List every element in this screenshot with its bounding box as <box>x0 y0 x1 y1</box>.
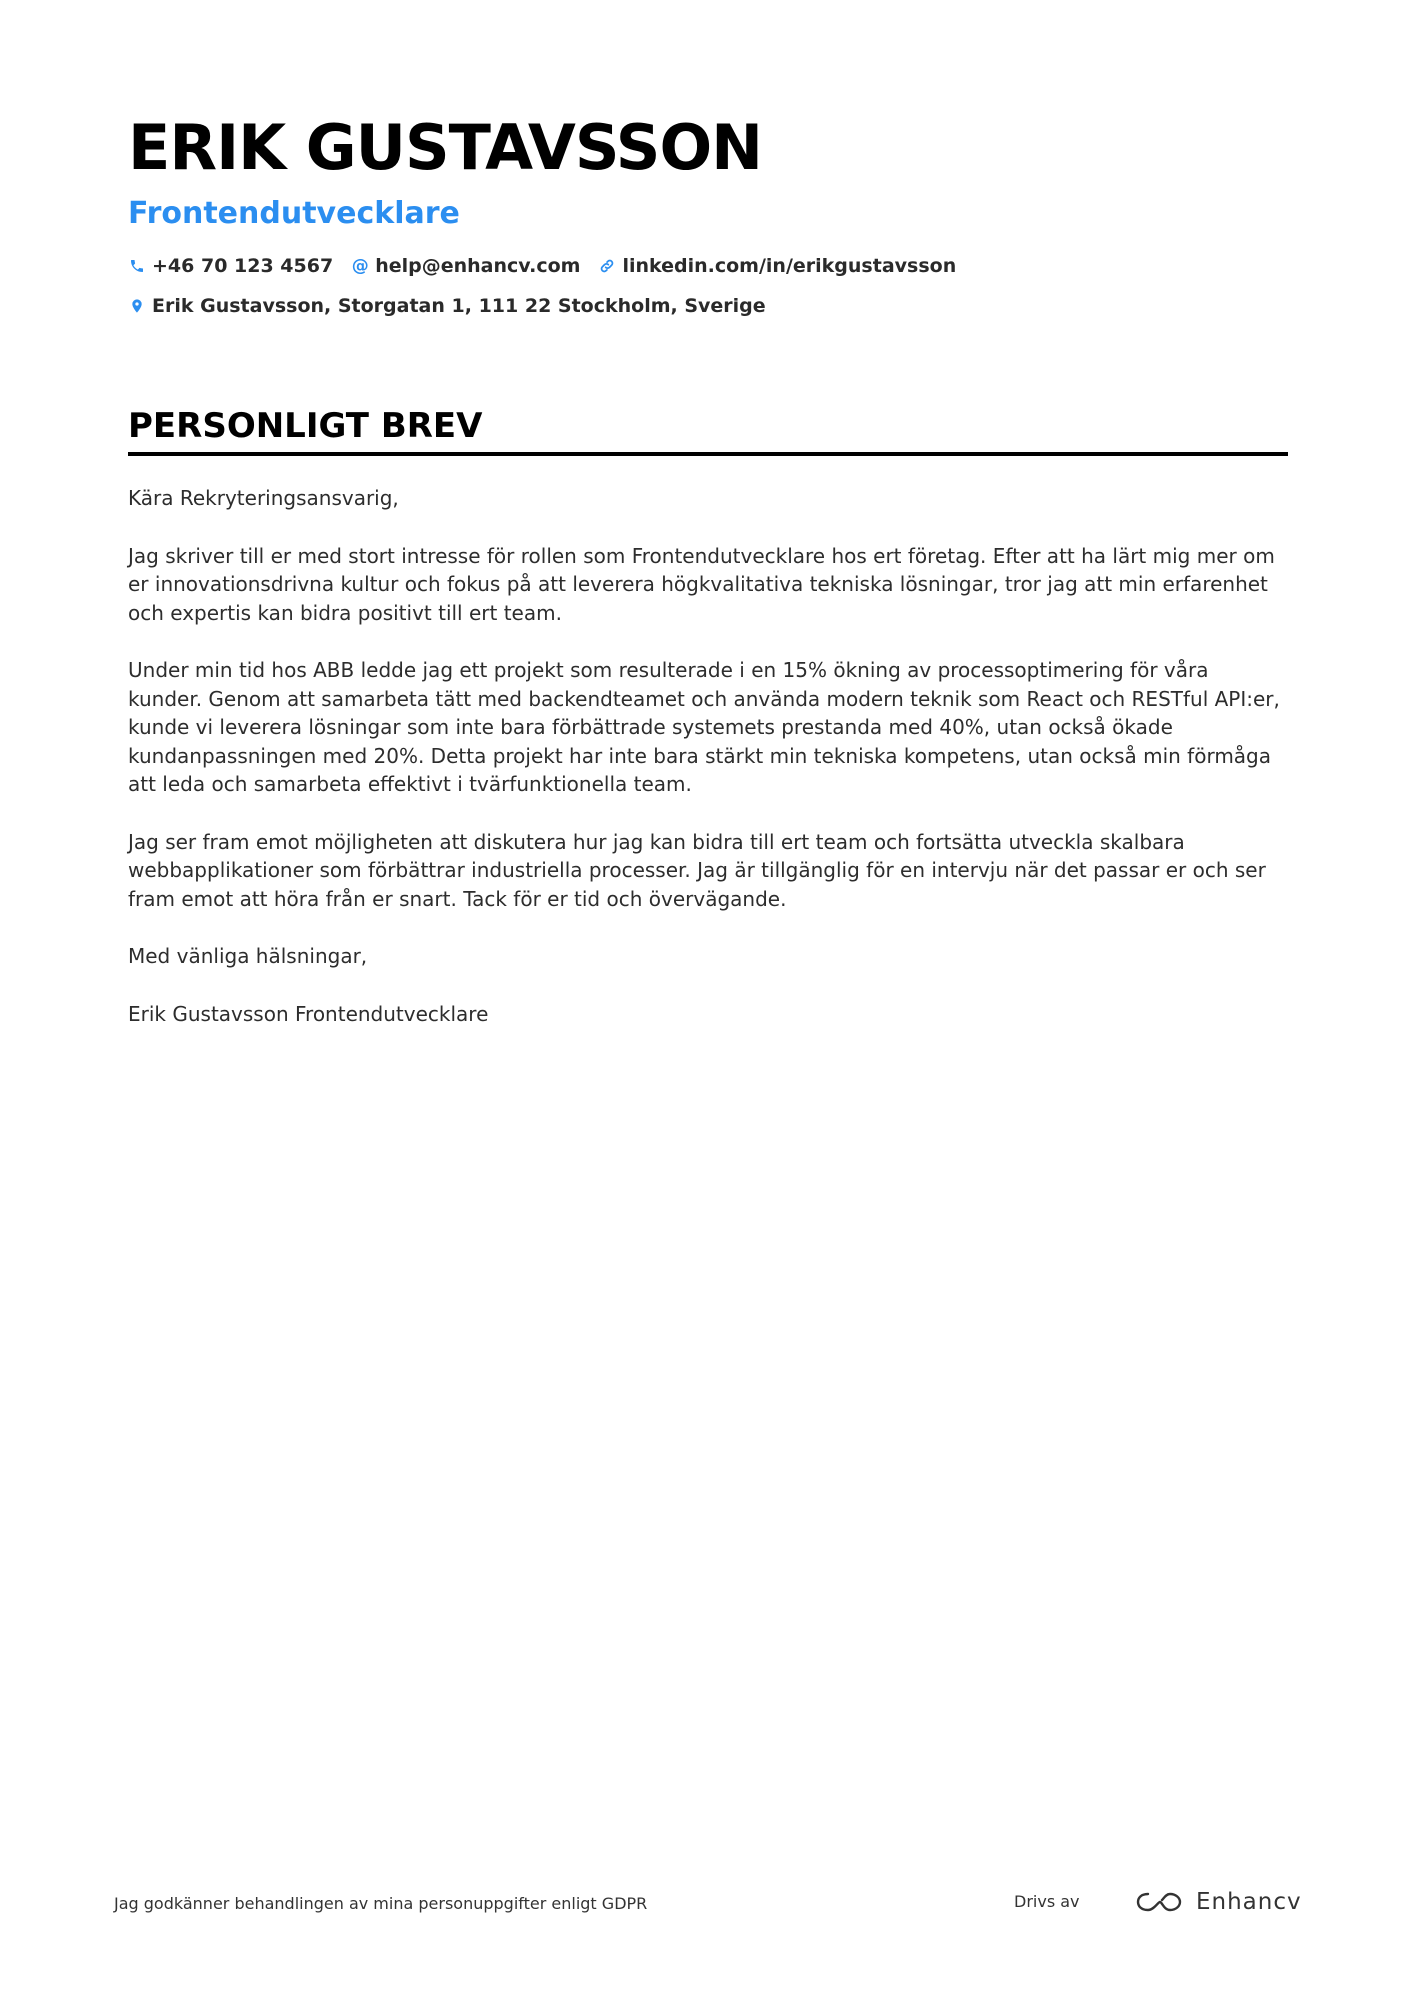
letter-section <box>128 404 1288 1057</box>
enhancv-brand[interactable] <box>1136 1882 1302 1922</box>
job-title: Frontendutvecklare <box>128 196 460 231</box>
gdpr-consent: Jag godkänner behandlingen av mina personuppgifter enligt GDPR <box>114 1894 648 1913</box>
contact-row-primary <box>128 254 1288 278</box>
enhancv-logo-icon <box>1136 1890 1182 1914</box>
contact-phone-text: +46 70 123 4567 <box>152 255 334 277</box>
section-divider <box>128 452 1288 456</box>
letter-paragraph: Jag ser fram emot möjligheten att diskutera hur jag kan bidra till ert team och fortsätta utveckla skalbara webbapplikationer som förbättrar industriella processer. Jag är tillgänglig för en intervju när det passar er och ser fram emot att höra från er snart. Tack för er tid och övervägande. <box>128 829 1266 911</box>
at-icon: @ <box>351 256 369 276</box>
contact-linkedin[interactable] <box>598 255 956 277</box>
brand-name: Enhancv <box>1196 1889 1302 1915</box>
contact-linkedin-text: linkedin.com/in/erikgustavsson <box>622 255 957 277</box>
contact-email-text: help@enhancv.com <box>375 255 581 277</box>
contact-address-text: Erik Gustavsson, Storgatan 1, 111 22 Stockholm, Sverige <box>152 295 766 317</box>
section-title: PERSONLIGT BREV <box>128 406 483 446</box>
candidate-name: ERIK GUSTAVSSON <box>128 111 763 184</box>
location-pin-icon <box>128 297 146 315</box>
letter-closing: Med vänliga hälsningar, <box>128 944 368 968</box>
link-icon <box>598 257 616 275</box>
contact-address <box>128 295 766 317</box>
contact-row-secondary <box>128 294 1288 318</box>
letter-paragraph: Under min tid hos ABB ledde jag ett projekt som resulterade i en 15% ökning av processoptimering för våra kunder. Genom att samarbeta tätt med backendteamet och använda modern teknik som React och RESTful API:er, kunde vi leverera lösningar som inte bara förbättrade systemets prestanda med 40%, utan också ökade kundanpassningen med 20%. Detta projekt har inte bara stärkt min tekniska kompetens, utan också min förmåga att leda och samarbeta effektivt i tvärfunktionella team. <box>128 658 1280 796</box>
footer <box>114 1882 1302 1922</box>
letter-paragraph: Jag skriver till er med stort intresse för rollen som Frontendutvecklare hos ert företag. Efter att ha lärt mig mer om er innovationsdrivna kultur och fokus på att leverera högkvalitativa tekniska lösningar, tror jag att min erfarenhet och expertis kan bidra positivt till ert team. <box>128 543 1275 625</box>
phone-icon <box>128 257 146 275</box>
header <box>128 108 1288 318</box>
letter-greeting: Kära Rekryteringsansvarig, <box>128 486 399 510</box>
powered-by-label: Drivs av <box>1014 1892 1080 1911</box>
letter-body <box>128 484 1288 1028</box>
contact-phone[interactable] <box>128 255 333 277</box>
letter-signature: Erik Gustavsson Frontendutvecklare <box>128 1001 489 1026</box>
contact-email[interactable] <box>351 255 580 277</box>
